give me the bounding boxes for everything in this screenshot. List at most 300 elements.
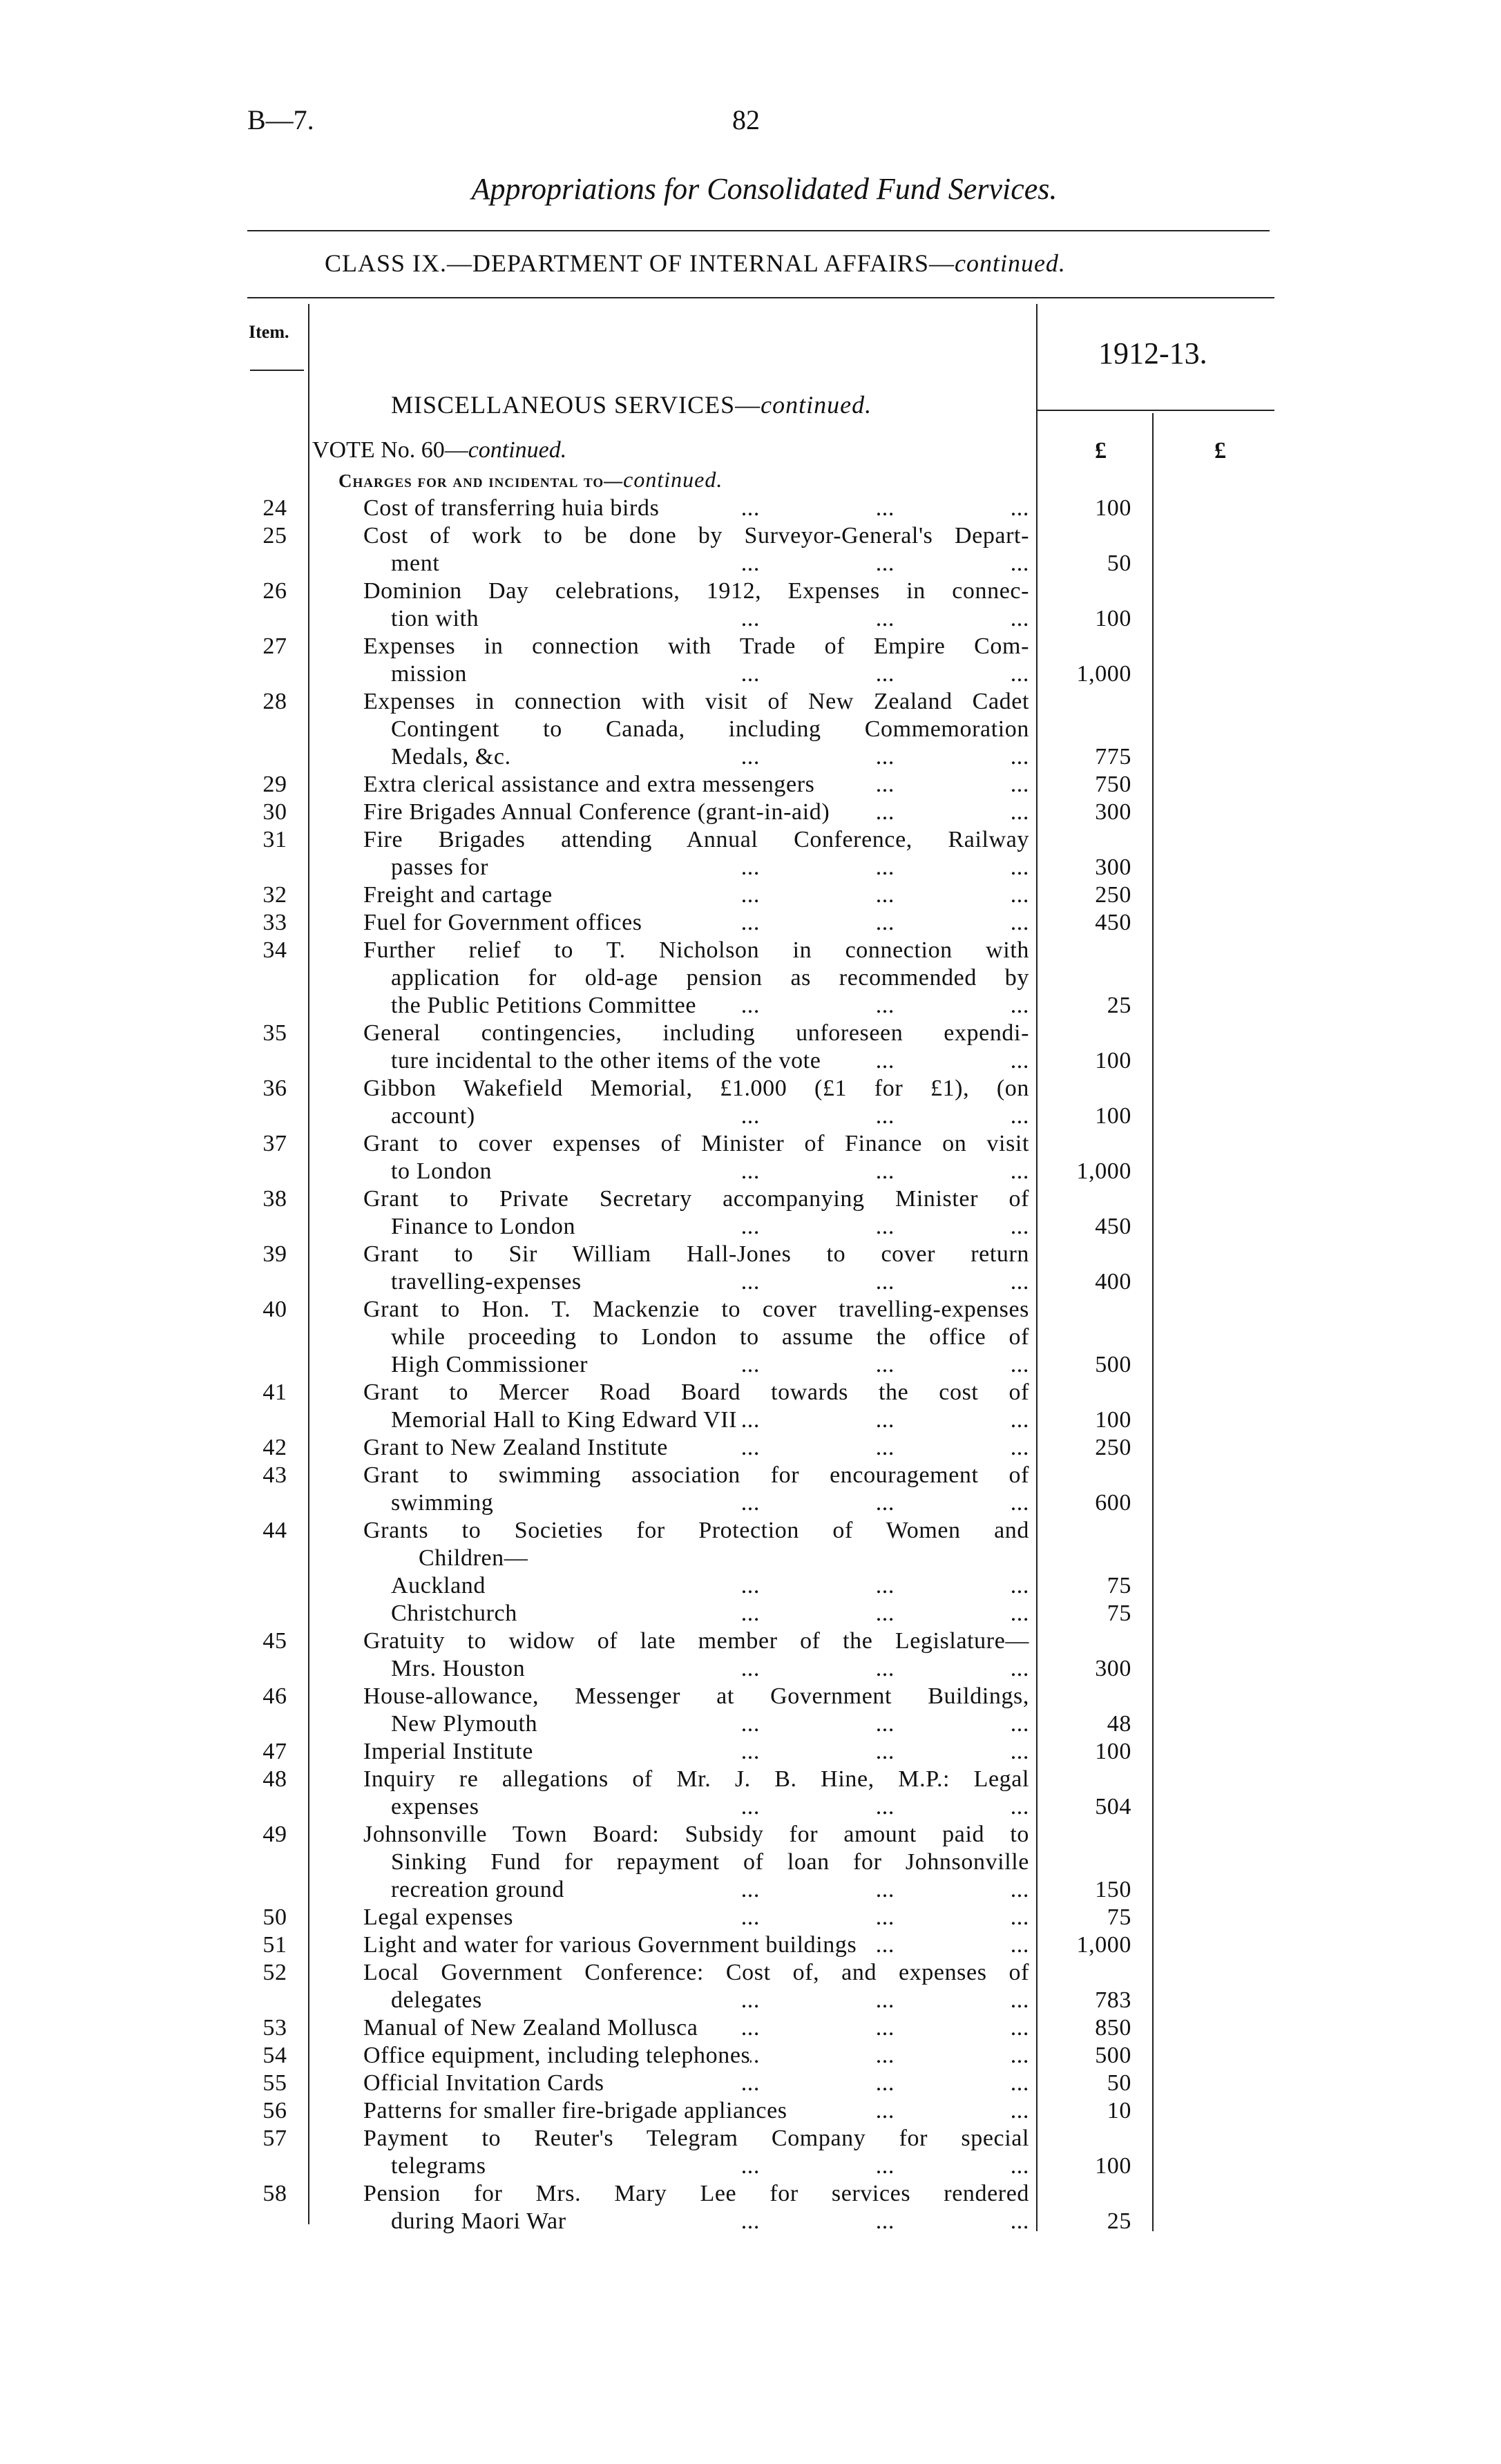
item-description — [363, 1739, 1029, 1765]
item-number: 35 — [262, 1020, 287, 1046]
item-description — [363, 1822, 1029, 1848]
item-amount: 100 — [1095, 606, 1131, 631]
leader-dots — [659, 495, 1029, 522]
item-amount: 25 — [1107, 993, 1131, 1018]
item-description-line: during Maori War — [391, 2208, 566, 2234]
leader-dots — [517, 1601, 1029, 1627]
leader-dots — [475, 1103, 1029, 1129]
item-description-line: to London — [391, 1158, 493, 1184]
item-description-line: Imperial Institute — [363, 1739, 533, 1764]
table-row — [247, 1324, 1159, 1351]
item-description-line: Memorial Hall to King Edward VII — [391, 1407, 738, 1433]
leader-dot-group — [760, 1794, 895, 1820]
item-description-line: Local Government Conference: Cost of, and expenses of — [363, 1960, 1029, 1985]
leader-dots — [787, 2098, 1029, 2124]
table-row — [247, 1351, 1159, 1379]
item-amount: 100 — [1095, 1407, 1131, 1433]
table-row — [247, 1600, 1159, 1627]
item-description-line: Manual of New Zealand Mollusca — [363, 2015, 698, 2041]
table-row — [247, 550, 1159, 577]
item-description — [363, 495, 1029, 522]
item-description — [363, 1103, 1029, 1129]
item-number: 32 — [262, 882, 287, 908]
item-number: 26 — [262, 578, 287, 604]
table-row — [247, 1020, 1159, 1047]
leader-dots — [439, 551, 1029, 577]
leader-dot-group — [760, 1711, 895, 1737]
item-description — [363, 1131, 1029, 1157]
item-description-line: Grants to Societies for Protection of Women and — [363, 1518, 1029, 1543]
item-description — [363, 1656, 1029, 1682]
item-description — [363, 937, 1029, 964]
item-amount: 75 — [1107, 1573, 1131, 1598]
leader-dot-group — [895, 551, 1029, 577]
leader-dot-group — [821, 1048, 895, 1074]
leader-dots — [533, 1739, 1029, 1765]
table-row — [247, 2042, 1159, 2070]
item-amount: 504 — [1095, 1794, 1131, 1820]
leader-dot-group — [895, 1435, 1029, 1461]
leader-dot-group — [760, 1158, 895, 1185]
item-amount: 300 — [1095, 854, 1131, 880]
item-description — [363, 1352, 1029, 1378]
charges-subheading-continued: continued. — [623, 467, 723, 492]
item-description-line: Pension for Mrs. Mary Lee for services rendered — [363, 2181, 1029, 2206]
leader-dot-group — [895, 1269, 1029, 1295]
table-row — [247, 633, 1159, 660]
item-description-line: Expenses in connection with Trade of Empire Com- — [363, 633, 1029, 659]
item-description-line: passes for — [391, 854, 489, 880]
item-amount: 250 — [1095, 882, 1131, 908]
table-row — [247, 1268, 1159, 1296]
table-row — [247, 1849, 1159, 1876]
item-column-header: Item. — [249, 322, 289, 342]
item-description — [363, 523, 1029, 549]
item-description-line: Freight and cartage — [363, 882, 553, 908]
leader-dot-group — [895, 2015, 1029, 2041]
page-title: Appropriations for Consolidated Fund Services. — [471, 172, 1058, 206]
item-number: 45 — [262, 1628, 287, 1654]
leader-dot-group — [760, 606, 895, 632]
item-description — [363, 2098, 1029, 2124]
leader-dot-group — [760, 1904, 895, 1931]
item-amount: 100 — [1095, 1103, 1131, 1129]
item-description-line: New Plymouth — [391, 1711, 538, 1737]
leader-dots — [642, 910, 1029, 936]
leader-dots — [604, 2070, 1029, 2097]
table-row — [247, 1876, 1159, 1904]
leader-dot-group — [895, 1656, 1029, 1682]
item-amount: 100 — [1095, 1048, 1131, 1073]
leader-dot-group — [698, 2015, 760, 2041]
table-row — [247, 854, 1159, 881]
leader-dot-group — [696, 993, 760, 1019]
leader-dot-group — [895, 854, 1029, 881]
item-number: 48 — [262, 1766, 287, 1792]
item-description — [363, 1490, 1029, 1516]
leader-dot-group — [857, 1932, 895, 1958]
leader-dot-group — [760, 551, 895, 577]
item-description — [363, 882, 1029, 908]
item-description — [363, 910, 1029, 936]
table-row — [247, 2097, 1159, 2125]
vote-heading-text: VOTE No. 60— — [312, 437, 468, 463]
table-row — [247, 1102, 1159, 1130]
leader-dots — [750, 2043, 1029, 2069]
item-description — [363, 633, 1029, 660]
item-description — [363, 606, 1029, 632]
item-description-line: House-allowance, Messenger at Government Buildings, — [363, 1683, 1029, 1709]
leader-dot-group — [625, 1601, 760, 1627]
table-row — [247, 771, 1159, 799]
item-description — [363, 744, 1029, 770]
table-row — [247, 1517, 1159, 1545]
leader-dot-group — [760, 1601, 895, 1627]
item-number: 37 — [262, 1131, 287, 1156]
leader-dot-group — [760, 2208, 895, 2235]
item-description — [363, 1987, 1029, 2014]
item-description — [363, 1186, 1029, 1212]
item-description-line: Dominion Day celebrations, 1912, Expenses in connec- — [363, 578, 1029, 604]
item-amount: 300 — [1095, 799, 1131, 825]
leader-dot-group — [625, 1739, 760, 1765]
currency-symbol-col2: £ — [1214, 438, 1226, 464]
table-row — [247, 577, 1159, 605]
leader-dots — [511, 744, 1029, 770]
item-number: 29 — [262, 772, 287, 797]
leader-dots — [553, 882, 1029, 908]
leader-dot-group — [760, 2153, 895, 2179]
item-amount: 400 — [1095, 1269, 1131, 1295]
section-heading-continued: continued. — [761, 391, 872, 419]
item-amount: 775 — [1095, 744, 1131, 770]
section-heading-text: MISCELLANEOUS SERVICES— — [391, 391, 761, 419]
item-description-line: Christchurch — [391, 1601, 517, 1626]
table-row — [247, 881, 1159, 909]
item-description-line: Gratuity to widow of late member of the Legislature— — [363, 1628, 1029, 1654]
item-description — [363, 578, 1029, 604]
leader-dot-group — [760, 993, 895, 1019]
item-amount: 1,000 — [1076, 1158, 1131, 1184]
leader-dot-group — [760, 744, 895, 770]
item-description — [363, 1020, 1029, 1047]
item-description-line: Fire Brigades attending Annual Conference, Railway — [363, 827, 1029, 852]
leader-dot-group — [760, 495, 895, 522]
item-description-line: Johnsonville Town Board: Subsidy for amount paid to — [363, 1822, 1029, 1847]
table-row — [247, 964, 1159, 992]
item-description-line: Fire Brigades Annual Conference (grant-in-aid) — [363, 799, 830, 825]
item-number: 47 — [262, 1739, 287, 1764]
item-description-line: Office equipment, including telephones — [363, 2043, 751, 2068]
item-number: 39 — [262, 1241, 287, 1267]
table-row — [247, 2152, 1159, 2180]
leader-dots — [513, 1904, 1029, 1931]
item-description — [363, 1904, 1029, 1931]
page-number: 82 — [732, 104, 760, 135]
leader-dots — [698, 2015, 1029, 2041]
leader-dot-group — [895, 1214, 1029, 1240]
item-description-line: Grant to Sir William Hall-Jones to cover return — [363, 1241, 1029, 1267]
leader-dot-group — [895, 661, 1029, 687]
leader-dots — [830, 799, 1029, 825]
leader-dots — [482, 1987, 1029, 2014]
item-description — [363, 1711, 1029, 1737]
table-row — [247, 1738, 1159, 1766]
item-description — [363, 661, 1029, 687]
leader-dot-group — [895, 1490, 1029, 1516]
item-description — [363, 1573, 1029, 1599]
table-row — [247, 1766, 1159, 1793]
item-description — [363, 1435, 1029, 1461]
item-description-line: ment — [391, 551, 440, 576]
leader-dot-group — [760, 1490, 895, 1516]
leader-dot-group — [760, 882, 895, 908]
leader-dot-group — [760, 1352, 895, 1378]
item-description-line: travelling-expenses — [391, 1269, 582, 1295]
table-row — [247, 1158, 1159, 1185]
item-number: 52 — [262, 1960, 287, 1985]
table-row — [247, 909, 1159, 937]
leader-dot-group — [750, 2043, 760, 2069]
item-description-line: Contingent to Canada, including Commemoration — [391, 716, 1029, 742]
leader-dots — [857, 1932, 1029, 1958]
table-row — [247, 2125, 1159, 2152]
item-amount: 450 — [1095, 1214, 1131, 1239]
leader-dot-group — [625, 2153, 760, 2179]
item-number: 58 — [262, 2181, 287, 2206]
item-number: 49 — [262, 1822, 287, 1847]
leader-dot-group — [625, 2208, 760, 2235]
charges-subheading — [338, 467, 723, 493]
charges-subheading-text: Charges for and incidental to— — [338, 470, 624, 491]
leader-dots — [564, 1877, 1029, 1903]
leader-dot-group — [760, 1877, 895, 1903]
item-amount: 48 — [1107, 1711, 1131, 1737]
item-description — [363, 827, 1029, 853]
leader-dot-group — [668, 1435, 760, 1461]
table-row — [247, 522, 1159, 550]
leader-dot-group — [895, 2043, 1029, 2069]
leader-dots — [737, 1407, 1029, 1433]
leader-dot-group — [895, 1048, 1029, 1074]
leader-dot-group — [760, 854, 895, 881]
leader-dots — [486, 1573, 1029, 1599]
item-description — [363, 1379, 1029, 1406]
item-number: 51 — [262, 1932, 287, 1958]
item-description-line: application for old-age pension as recommended by — [391, 965, 1029, 991]
item-description-line: Cost of work to be done by Surveyor-General's Depart- — [363, 523, 1029, 548]
item-description-line: Mrs. Houston — [391, 1656, 526, 1681]
item-number: 56 — [262, 2098, 287, 2123]
item-description — [363, 2070, 1029, 2097]
table-row — [247, 1821, 1159, 1849]
item-number: 50 — [262, 1904, 287, 1930]
table-row — [247, 1379, 1159, 1406]
table-row — [247, 1130, 1159, 1158]
item-description — [363, 1462, 1029, 1489]
leader-dot-group — [760, 1573, 895, 1599]
leader-dots — [492, 1158, 1029, 1185]
leader-dots — [814, 772, 1029, 798]
leader-dot-group — [760, 1739, 895, 1765]
item-description — [363, 2181, 1029, 2207]
item-description — [363, 2015, 1029, 2041]
item-description-line: Extra clerical assistance and extra messengers — [363, 772, 815, 797]
table-row — [247, 1683, 1159, 1710]
item-number: 38 — [262, 1186, 287, 1212]
item-description-line: Gibbon Wakefield Memorial, £1.000 (£1 for £1), (on — [363, 1076, 1029, 1101]
item-description — [363, 1960, 1029, 1986]
table-row — [247, 1406, 1159, 1434]
leader-dot-group — [895, 910, 1029, 936]
leader-dot-group — [625, 1656, 760, 1682]
leader-dot-group — [659, 495, 760, 522]
table-row — [247, 2014, 1159, 2042]
item-description-line: Children— — [419, 1545, 528, 1571]
leader-dots — [537, 1711, 1029, 1737]
item-description-line: Cost of transferring huia birds — [363, 495, 660, 521]
item-description-line: the Public Petitions Committee — [391, 993, 697, 1018]
leader-dot-group — [760, 1656, 895, 1682]
table-row — [247, 2070, 1159, 2097]
item-number: 40 — [262, 1297, 287, 1322]
leader-dot-group — [895, 1407, 1029, 1433]
item-description-line: expenses — [391, 1794, 479, 1820]
item-amount: 150 — [1095, 1877, 1131, 1902]
item-description — [363, 1241, 1029, 1268]
leader-dot-group — [895, 2153, 1029, 2179]
table-row — [247, 1241, 1159, 1268]
item-description-line: mission — [391, 661, 468, 687]
table-row — [247, 1296, 1159, 1324]
table-row — [247, 1434, 1159, 1462]
item-amount: 500 — [1095, 1352, 1131, 1377]
item-description — [363, 1932, 1029, 1958]
leader-dot-group — [625, 1711, 760, 1737]
item-description-line: Sinking Fund for repayment of loan for Johnsonville — [391, 1849, 1029, 1875]
leader-dot-group — [895, 1573, 1029, 1599]
leader-dots — [575, 1214, 1029, 1240]
item-description — [363, 965, 1029, 991]
item-description — [363, 1518, 1029, 1544]
item-description — [363, 799, 1029, 825]
item-description-line: telegrams — [391, 2153, 486, 2179]
table-row — [247, 1627, 1159, 1655]
leader-dot-group — [625, 1269, 760, 1295]
table-row — [247, 1987, 1159, 2014]
leader-dot-group — [625, 1490, 760, 1516]
item-number: 44 — [262, 1518, 287, 1543]
table-row — [247, 1904, 1159, 1931]
item-amount: 75 — [1107, 1904, 1131, 1930]
leader-dot-group — [895, 882, 1029, 908]
leader-dot-group — [625, 661, 760, 687]
leader-dot-group — [625, 1352, 760, 1378]
leader-dot-group — [895, 1794, 1029, 1820]
leader-dot-group — [625, 1987, 760, 2014]
item-description — [363, 1048, 1029, 1074]
leader-dots — [566, 2208, 1029, 2235]
item-number: 31 — [262, 827, 287, 852]
item-number: 30 — [262, 799, 287, 825]
divider — [247, 230, 1270, 231]
leader-dots — [467, 661, 1029, 687]
item-amount: 50 — [1107, 551, 1131, 576]
table-row — [247, 1655, 1159, 1683]
table-row — [247, 660, 1159, 688]
table-row — [247, 2208, 1159, 2235]
item-description — [363, 1407, 1029, 1433]
leader-dot-group — [625, 1794, 760, 1820]
leader-dots — [582, 1269, 1029, 1295]
item-number: 53 — [262, 2015, 287, 2041]
item-description-line: recreation ground — [391, 1877, 564, 1902]
table-row — [247, 799, 1159, 826]
leader-dot-group — [625, 1214, 760, 1240]
table-row — [247, 1545, 1159, 1572]
item-description — [363, 1324, 1029, 1350]
leader-dot-group — [760, 2015, 895, 2041]
table-row — [247, 495, 1159, 522]
table-row — [247, 605, 1159, 633]
item-number: 55 — [262, 2070, 287, 2096]
item-amount: 300 — [1095, 1656, 1131, 1681]
item-description-line: Auckland — [391, 1573, 486, 1598]
leader-dots — [525, 1656, 1029, 1682]
item-description — [363, 2043, 1029, 2069]
item-description — [363, 1601, 1029, 1627]
item-description-line: Grant to New Zealand Institute — [363, 1435, 668, 1460]
leader-dot-group — [895, 1601, 1029, 1627]
leader-dots — [668, 1435, 1029, 1461]
table-row — [247, 1959, 1159, 1987]
leader-dot-group — [625, 551, 760, 577]
item-description-line: Grant to swimming association for encouragement of — [363, 1462, 1029, 1488]
leader-dot-group — [787, 2098, 895, 2124]
leader-dot-group — [895, 2098, 1029, 2124]
class-heading-continued: continued. — [954, 249, 1066, 277]
leader-dot-group — [625, 882, 760, 908]
table-row — [247, 2180, 1159, 2208]
leader-dot-group — [760, 1269, 895, 1295]
item-amount: 450 — [1095, 910, 1131, 935]
item-amount: 100 — [1095, 495, 1131, 521]
leader-dot-group — [642, 910, 760, 936]
leader-dots — [696, 993, 1029, 1019]
item-description-line: Payment to Reuter's Telegram Company for special — [363, 2126, 1029, 2151]
item-description-line: Grant to Mercer Road Board towards the cost of — [363, 1379, 1029, 1405]
leader-dot-group — [625, 1103, 760, 1129]
table-row — [247, 688, 1159, 716]
item-number: 57 — [262, 2126, 287, 2151]
leader-dot-group — [830, 799, 895, 825]
item-amount: 600 — [1095, 1490, 1131, 1516]
leader-dot-group — [814, 772, 895, 798]
leader-dot-group — [625, 606, 760, 632]
item-number: 24 — [262, 495, 287, 521]
leader-dot-group — [760, 2043, 895, 2069]
item-amount: 25 — [1107, 2208, 1131, 2234]
year-header-underline — [1036, 410, 1274, 411]
leader-dot-group — [760, 1103, 895, 1129]
leader-dot-group — [760, 910, 895, 936]
item-header-underline — [250, 370, 304, 371]
leader-dot-group — [895, 1904, 1029, 1931]
leader-dots — [479, 1794, 1029, 1820]
table-row — [247, 716, 1159, 743]
leader-dot-group — [760, 1407, 895, 1433]
item-description-line: Official Invitation Cards — [363, 2070, 604, 2096]
